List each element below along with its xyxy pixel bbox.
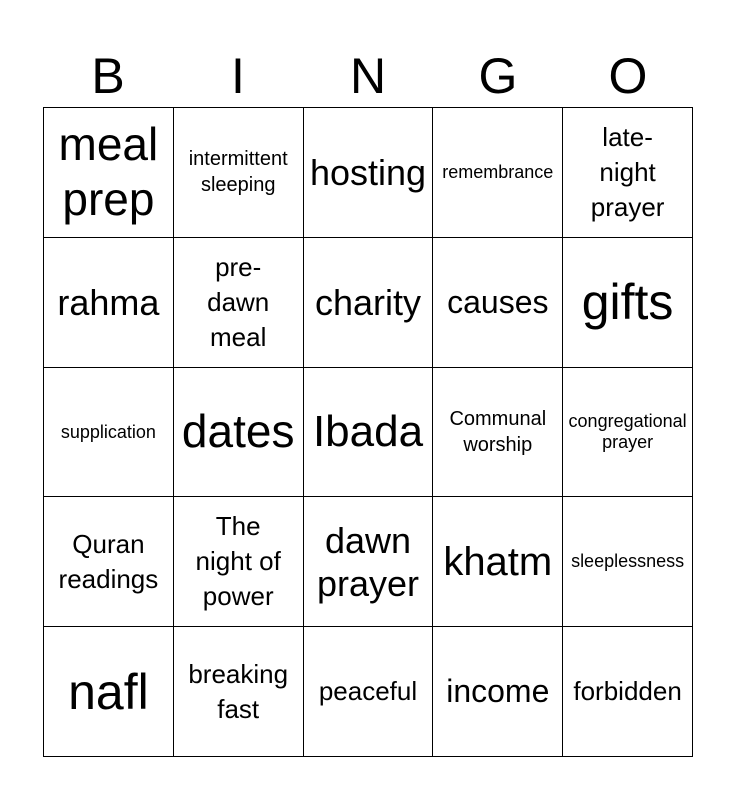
cell-text: income bbox=[446, 673, 550, 710]
bingo-cell[interactable] bbox=[44, 108, 174, 238]
cell-text: Ibada bbox=[312, 407, 424, 457]
bingo-cell[interactable] bbox=[304, 108, 434, 238]
cell-text: hosting bbox=[309, 151, 427, 193]
cell-text: Quran readings bbox=[58, 528, 159, 594]
cell-text: khatm bbox=[443, 539, 553, 584]
bingo-cell[interactable] bbox=[304, 368, 434, 498]
header-letter-i: I bbox=[231, 48, 245, 104]
bingo-cell[interactable] bbox=[563, 627, 693, 757]
cell-text: forbidden bbox=[573, 676, 682, 707]
cell-text: peaceful bbox=[318, 676, 418, 707]
bingo-cell[interactable] bbox=[433, 108, 563, 238]
header-letter-g: G bbox=[478, 48, 518, 104]
bingo-cell[interactable] bbox=[44, 238, 174, 368]
bingo-cell[interactable] bbox=[174, 497, 304, 627]
bingo-cell[interactable] bbox=[563, 108, 693, 238]
cell-text: dawn prayer bbox=[316, 519, 420, 604]
cell-text: meal prep bbox=[58, 118, 159, 226]
header-letter-b: B bbox=[91, 48, 125, 104]
cell-text: sleeplessness bbox=[571, 551, 685, 572]
bingo-cell[interactable] bbox=[433, 497, 563, 627]
bingo-cell[interactable] bbox=[174, 238, 304, 368]
bingo-cell[interactable] bbox=[44, 497, 174, 627]
cell-text: congregational prayer bbox=[568, 411, 687, 452]
header-letter-o: O bbox=[608, 48, 648, 104]
cell-text: pre- dawn meal bbox=[207, 251, 270, 352]
bingo-cell[interactable] bbox=[44, 627, 174, 757]
bingo-cell[interactable] bbox=[304, 238, 434, 368]
bingo-cell[interactable] bbox=[174, 368, 304, 498]
bingo-cell[interactable] bbox=[304, 497, 434, 627]
bingo-cell[interactable] bbox=[44, 368, 174, 498]
bingo-cell[interactable] bbox=[433, 238, 563, 368]
cell-text: late- night prayer bbox=[590, 121, 665, 222]
bingo-cell[interactable] bbox=[174, 108, 304, 238]
bingo-cell[interactable] bbox=[433, 368, 563, 498]
cell-text: dates bbox=[181, 405, 295, 458]
bingo-cell[interactable] bbox=[563, 368, 693, 498]
bingo-cell[interactable] bbox=[433, 627, 563, 757]
cell-text: charity bbox=[314, 281, 421, 323]
bingo-header bbox=[43, 46, 693, 106]
cell-text: gifts bbox=[581, 274, 674, 331]
bingo-cell[interactable] bbox=[563, 238, 693, 368]
header-letter-n: N bbox=[349, 48, 387, 104]
cell-text: causes bbox=[447, 284, 549, 320]
cell-text: breaking fast bbox=[188, 658, 289, 724]
cell-text: remembrance bbox=[442, 162, 554, 183]
bingo-cell[interactable] bbox=[174, 627, 304, 757]
bingo-cell[interactable] bbox=[563, 497, 693, 627]
bingo-card-grid bbox=[43, 107, 693, 757]
cell-text: The night of power bbox=[195, 511, 281, 612]
cell-text: nafl bbox=[68, 663, 149, 720]
cell-text: Communal worship bbox=[449, 407, 547, 456]
bingo-cell[interactable] bbox=[304, 627, 434, 757]
cell-text: supplication bbox=[60, 421, 156, 442]
cell-text: rahma bbox=[57, 281, 160, 323]
cell-text: intermittent sleeping bbox=[188, 148, 288, 197]
